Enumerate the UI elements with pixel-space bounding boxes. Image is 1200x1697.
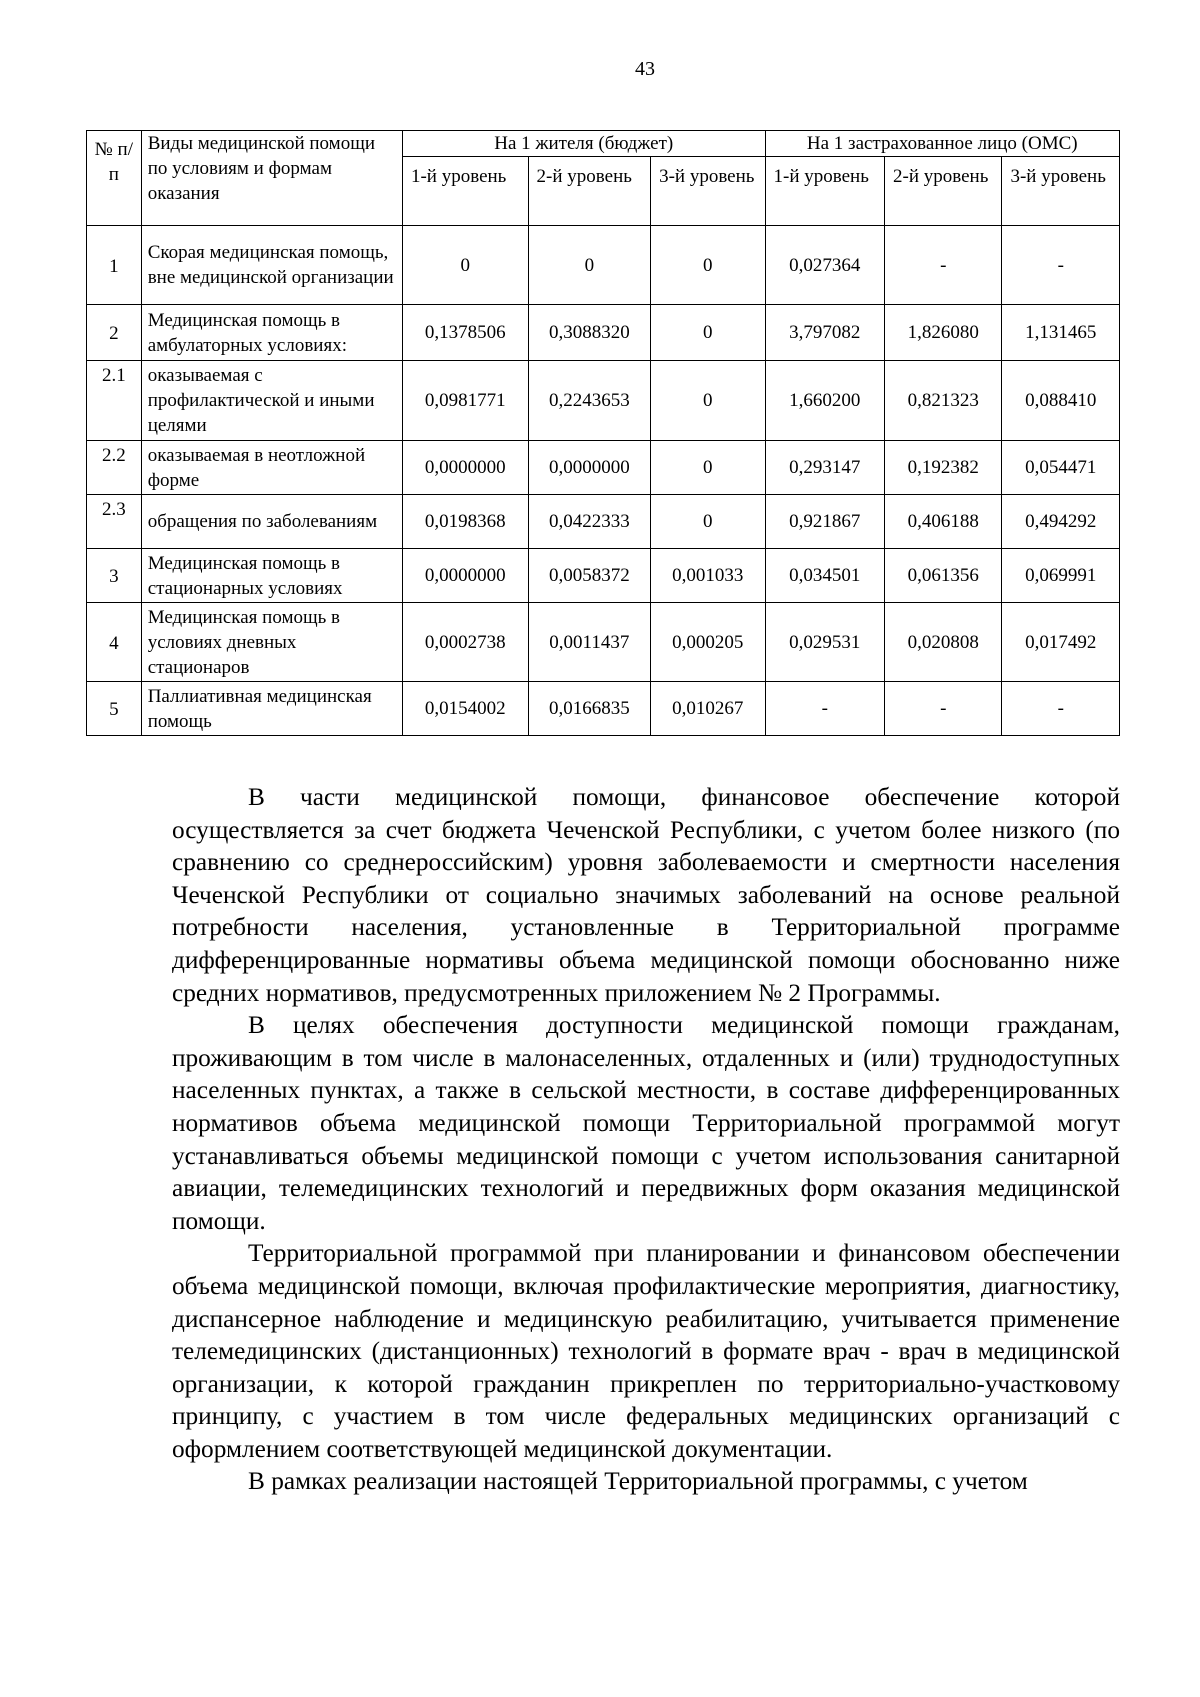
table-row bbox=[87, 682, 1120, 736]
row-name: обращения по заболеваниям bbox=[141, 495, 402, 549]
norms-table bbox=[86, 130, 1120, 736]
cell-value: - bbox=[885, 226, 1002, 305]
cell-value: - bbox=[1002, 226, 1120, 305]
cell-value: - bbox=[885, 682, 1002, 736]
cell-value: 0,293147 bbox=[765, 441, 885, 495]
cell-value: 0,061356 bbox=[885, 549, 1002, 603]
header-types: Виды медицинской помощи по условиям и формам оказания bbox=[141, 131, 402, 226]
table-row bbox=[87, 549, 1120, 603]
cell-value: - bbox=[1002, 682, 1120, 736]
cell-value: 0 bbox=[651, 226, 765, 305]
header-level: 1-й уровень bbox=[402, 157, 528, 226]
cell-value: 0,034501 bbox=[765, 549, 885, 603]
row-num: 1 bbox=[87, 226, 142, 305]
cell-value: 1,826080 bbox=[885, 305, 1002, 361]
cell-value: 0,821323 bbox=[885, 361, 1002, 441]
cell-value: 0,017492 bbox=[1002, 603, 1120, 682]
cell-value: 0,027364 bbox=[765, 226, 885, 305]
cell-value: - bbox=[765, 682, 885, 736]
table-row bbox=[87, 361, 1120, 441]
row-name: Медицинская помощь в амбулаторных условиях: bbox=[141, 305, 402, 361]
cell-value: 0,069991 bbox=[1002, 549, 1120, 603]
cell-value: 1,131465 bbox=[1002, 305, 1120, 361]
row-name: оказываемая с профилактической и иными целями bbox=[141, 361, 402, 441]
row-name: оказываемая в неотложной форме bbox=[141, 441, 402, 495]
body-text bbox=[172, 781, 1120, 1498]
cell-value: 0,000205 bbox=[651, 603, 765, 682]
table-header-row bbox=[87, 131, 1120, 157]
row-name: Скорая медицинская помощь, вне медицинской организации bbox=[141, 226, 402, 305]
header-level: 1-й уровень bbox=[765, 157, 885, 226]
row-num: 4 bbox=[87, 603, 142, 682]
cell-value: 0,029531 bbox=[765, 603, 885, 682]
table-row bbox=[87, 441, 1120, 495]
cell-value: 0 bbox=[651, 495, 765, 549]
row-name: Медицинская помощь в условиях дневных стационаров bbox=[141, 603, 402, 682]
table-row bbox=[87, 495, 1120, 549]
cell-value: 0 bbox=[651, 361, 765, 441]
cell-value: 0,406188 bbox=[885, 495, 1002, 549]
cell-value: 0,0000000 bbox=[402, 549, 528, 603]
cell-value: 0,0002738 bbox=[402, 603, 528, 682]
header-group-oms: На 1 застрахованное лицо (ОМС) bbox=[765, 131, 1119, 157]
cell-value: 0 bbox=[651, 441, 765, 495]
cell-value: 0 bbox=[402, 226, 528, 305]
table-row bbox=[87, 226, 1120, 305]
cell-value: 0,001033 bbox=[651, 549, 765, 603]
cell-value: 0,2243653 bbox=[528, 361, 651, 441]
row-num: 5 bbox=[87, 682, 142, 736]
table-row bbox=[87, 305, 1120, 361]
cell-value: 0,020808 bbox=[885, 603, 1002, 682]
row-name: Паллиативная медицинская помощь bbox=[141, 682, 402, 736]
cell-value: 0 bbox=[528, 226, 651, 305]
cell-value: 0,1378506 bbox=[402, 305, 528, 361]
header-num: № п/п bbox=[87, 131, 142, 226]
table-row bbox=[87, 603, 1120, 682]
cell-value: 0,192382 bbox=[885, 441, 1002, 495]
row-num: 3 bbox=[87, 549, 142, 603]
paragraph: Территориальной программой при планировании и финансовом обеспечении объема медицинской помощи, включая профилактические мероприятия, диагностику, диспансерное наблюдение и медицинскую реабилитацию, учитывается применение телемедицинских (дистанционных) технологий в формате врач - врач в медицинской организации, к которой гражданин прикреплен по территориально-участковому принципу, с участием в том числе федеральных медицинских организаций с оформлением соответствующей медицинской документации. bbox=[172, 1239, 1120, 1463]
header-level: 3-й уровень bbox=[651, 157, 765, 226]
cell-value: 0,088410 bbox=[1002, 361, 1120, 441]
paragraph: В рамках реализации настоящей Территориальной программы, с учетом bbox=[248, 1467, 1028, 1496]
cell-value: 0 bbox=[651, 305, 765, 361]
cell-value: 0,0000000 bbox=[402, 441, 528, 495]
row-num: 2.2 bbox=[87, 441, 142, 495]
cell-value: 0,0981771 bbox=[402, 361, 528, 441]
cell-value: 0,0154002 bbox=[402, 682, 528, 736]
cell-value: 0,0166835 bbox=[528, 682, 651, 736]
page-number: 43 bbox=[635, 58, 655, 80]
cell-value: 0,054471 bbox=[1002, 441, 1120, 495]
header-level: 2-й уровень bbox=[885, 157, 1002, 226]
header-level: 2-й уровень bbox=[528, 157, 651, 226]
row-num: 2.1 bbox=[87, 361, 142, 441]
header-level: 3-й уровень bbox=[1002, 157, 1120, 226]
cell-value: 0,921867 bbox=[765, 495, 885, 549]
cell-value: 0,010267 bbox=[651, 682, 765, 736]
cell-value: 0,0198368 bbox=[402, 495, 528, 549]
cell-value: 0,0011437 bbox=[528, 603, 651, 682]
cell-value: 0,494292 bbox=[1002, 495, 1120, 549]
cell-value: 0,0000000 bbox=[528, 441, 651, 495]
cell-value: 0,0422333 bbox=[528, 495, 651, 549]
row-name: Медицинская помощь в стационарных условиях bbox=[141, 549, 402, 603]
paragraph: В части медицинской помощи, финансовое обеспечение которой осуществляется за счет бюджета Чеченской Республики, с учетом более низкого (по сравнению со среднероссийским) уровня заболеваемости и смертности населения Чеченской Республики от социально значимых заболеваний на основе реальной потребности населения, установленные в Территориальной программе дифференцированные нормативы объема медицинской помощи обоснованно ниже средних нормативов, предусмотренных приложением № 2 Программы. bbox=[172, 783, 1120, 1007]
row-num: 2.3 bbox=[87, 495, 142, 549]
cell-value: 1,660200 bbox=[765, 361, 885, 441]
paragraph: В целях обеспечения доступности медицинской помощи гражданам, проживающим в том числе в малонаселенных, отдаленных и (или) труднодоступных населенных пунктах, а также в сельской местности, в составе дифференцированных нормативов объема медицинской помощи Территориальной программой могут устанавливаться объемы медицинской помощи с учетом использования санитарной авиации, телемедицинских технологий и передвижных форм оказания медицинской помощи. bbox=[172, 1011, 1120, 1235]
row-num: 2 bbox=[87, 305, 142, 361]
cell-value: 0,0058372 bbox=[528, 549, 651, 603]
header-group-budget: На 1 жителя (бюджет) bbox=[402, 131, 765, 157]
cell-value: 0,3088320 bbox=[528, 305, 651, 361]
cell-value: 3,797082 bbox=[765, 305, 885, 361]
